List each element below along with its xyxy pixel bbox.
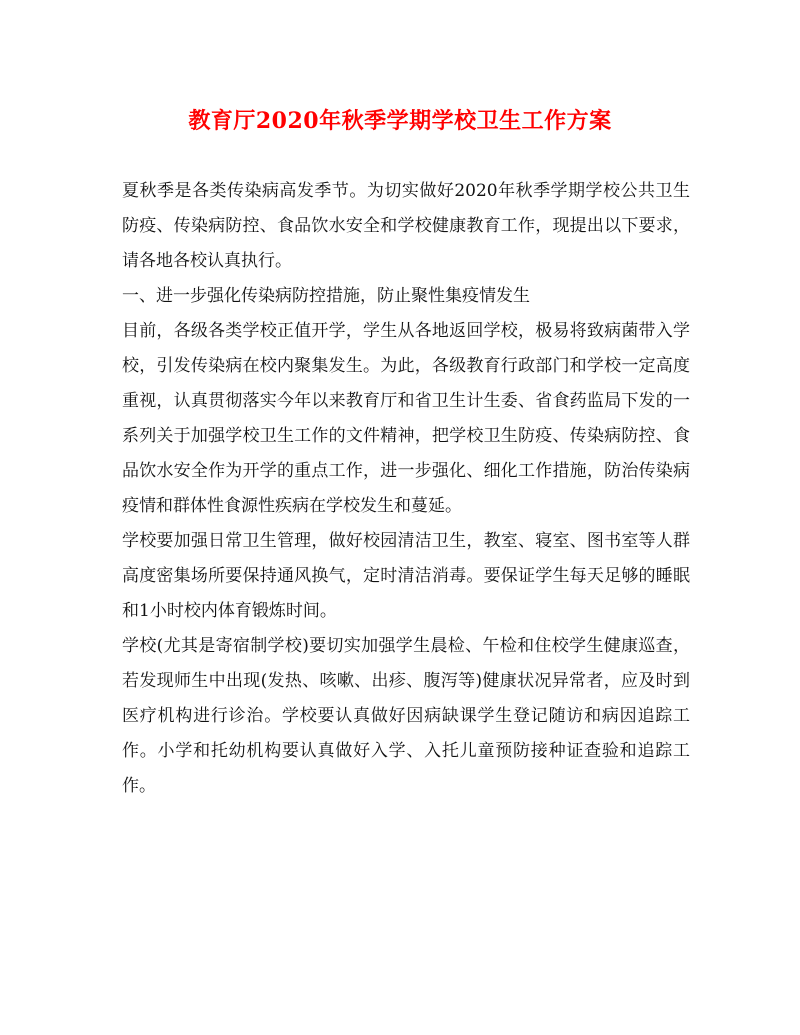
section-heading-1: 一、进一步强化传染病防控措施，防止聚性集疫情发生	[122, 286, 530, 306]
paragraph-daily-hygiene: 学校要加强日常卫生管理，做好校园清洁卫生，教室、寝室、图书室等人群高度密集场所要保持通风换气，定时清洁消毒。要保证学生每天足够的睡眠和1小时校内体育锻炼时间。	[122, 531, 690, 621]
paragraph-health-checks: 学校(尤其是寄宿制学校)要切实加强学生晨检、午检和住校学生健康巡查，若发现师生中出现(发热、咳嗽、出疹、腹泻等)健康状况异常者，应及时到医疗机构进行诊治。学校要认真做好因病缺课学生登记随访和病因追踪工作。小学和托幼机构要认真做好入学、入托儿童预防接种证查验和追踪工作。	[122, 636, 690, 796]
document-body	[122, 174, 690, 804]
paragraph-intro: 夏秋季是各类传染病高发季节。为切实做好2020年秋季学期学校公共卫生防疫、传染病防控、食品饮水安全和学校健康教育工作，现提出以下要求，请各地各校认真执行。	[122, 181, 690, 271]
document-title: 教育厅2020年秋季学期学校卫生工作方案	[188, 108, 612, 134]
paragraph-current-situation: 目前，各级各类学校正值开学，学生从各地返回学校，极易将致病菌带入学校，引发传染病在校内聚集发生。为此，各级教育行政部门和学校一定高度重视，认真贯彻落实今年以来教育厅和省卫生计生委、省食药监局下发的一系列关于加强学校卫生工作的文件精神，把学校卫生防疫、传染病防控、食品饮水安全作为开学的重点工作，进一步强化、细化工作措施，防治传染病疫情和群体性食源性疾病在学校发生和蔓延。	[122, 321, 690, 516]
